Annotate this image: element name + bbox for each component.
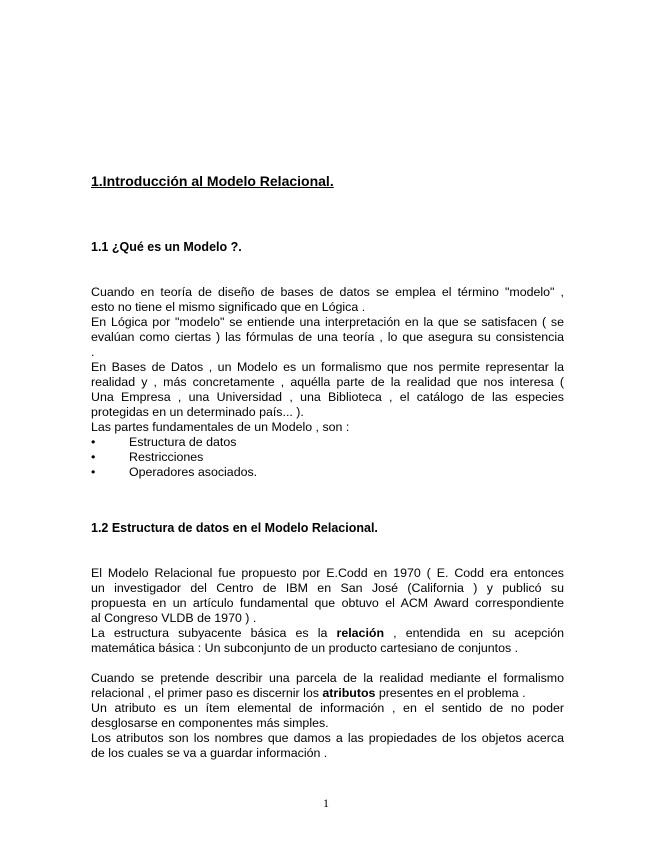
bullet-icon: • [91,465,96,479]
paragraph-line: El Modelo Relacional fue propuesto por E.Codd en 1970 ( E. Codd era entonces [91,566,564,580]
bold-term-atributos: atributos [322,686,376,700]
paragraph-line: . [91,345,95,359]
paragraph-line: esto no tiene el mismo significado que en Lógica . [91,300,366,314]
paragraph-line: Cuando se pretende describir una parcela de la realidad mediante el formalismo [91,671,564,685]
list-item-text: Operadores asociados. [129,465,258,479]
bullet-icon: • [91,450,96,464]
bullet-icon: • [91,435,96,449]
text-span: , entendida en su acepción [393,626,564,640]
paragraph-line: matemática básica : Un subconjunto de un producto cartesiano de conjuntos . [91,641,519,655]
paragraph-gap [91,656,564,671]
paragraph-line: un investigador del Centro de IBM en San José (California ) y publicó su [91,581,564,595]
paragraph-line: Un atributo es un ítem elemental de información , en el sentido de no poder [91,701,564,715]
page-title: 1.Introducción al Modelo Relacional. [91,173,334,189]
paragraph-line: de los cuales se va a guardar información . [91,746,328,760]
paragraph-line: Las partes fundamentales de un Modelo , son : [91,420,350,434]
paragraph-line [91,686,564,701]
section-1-heading: 1.1 ¿Qué es un Modelo ?. [91,240,242,254]
list-item [91,435,564,450]
paragraph-line: Cuando en teoría de diseño de bases de datos se emplea el término "modelo" , [91,285,564,299]
paragraph-line: protegidas en un determinado país... ). [91,405,304,419]
section-2-body [91,566,564,761]
text-span: relacional , el primer paso es discernir los [91,686,319,700]
paragraph-line: evalúan como ciertas ) las fórmulas de una teoría , lo que asegura su consistencia [91,330,564,344]
list-item [91,450,564,465]
list-item-text: Estructura de datos [129,435,237,449]
paragraph-line: desglosarse en componentes más simples. [91,716,329,730]
paragraph-line: Una Empresa , una Universidad , una Biblioteca , el catálogo de las especies [91,390,564,404]
paragraph-line [91,626,564,641]
paragraph-line: propuesta en un artículo fundamental que obtuvo el ACM Award correspondiente [91,596,564,610]
bold-term-relacion: relación [336,626,385,640]
section-1-body [91,285,564,480]
paragraph-line: En Bases de Datos , un Modelo es un formalismo que nos permite representar la [91,360,564,374]
section-2-heading: 1.2 Estructura de datos en el Modelo Relacional. [91,521,378,535]
list-item-text: Restricciones [129,450,204,464]
text-span: presentes en el problema . [378,686,526,700]
paragraph-line: realidad y , más concretamente , aquélla parte de la realidad que nos interesa ( [91,375,564,389]
page-number: 1 [323,796,329,810]
paragraph-line: Los atributos son los nombres que damos a las propiedades de los objetos acerca [91,731,564,745]
paragraph-line: al Congreso VLDB de 1970 ) . [91,611,257,625]
paragraph-line: En Lógica por "modelo" se entiende una interpretación en la que se satisfacen ( se [91,315,564,329]
text-span: La estructura subyacente básica es la [91,626,328,640]
list-item [91,465,564,480]
